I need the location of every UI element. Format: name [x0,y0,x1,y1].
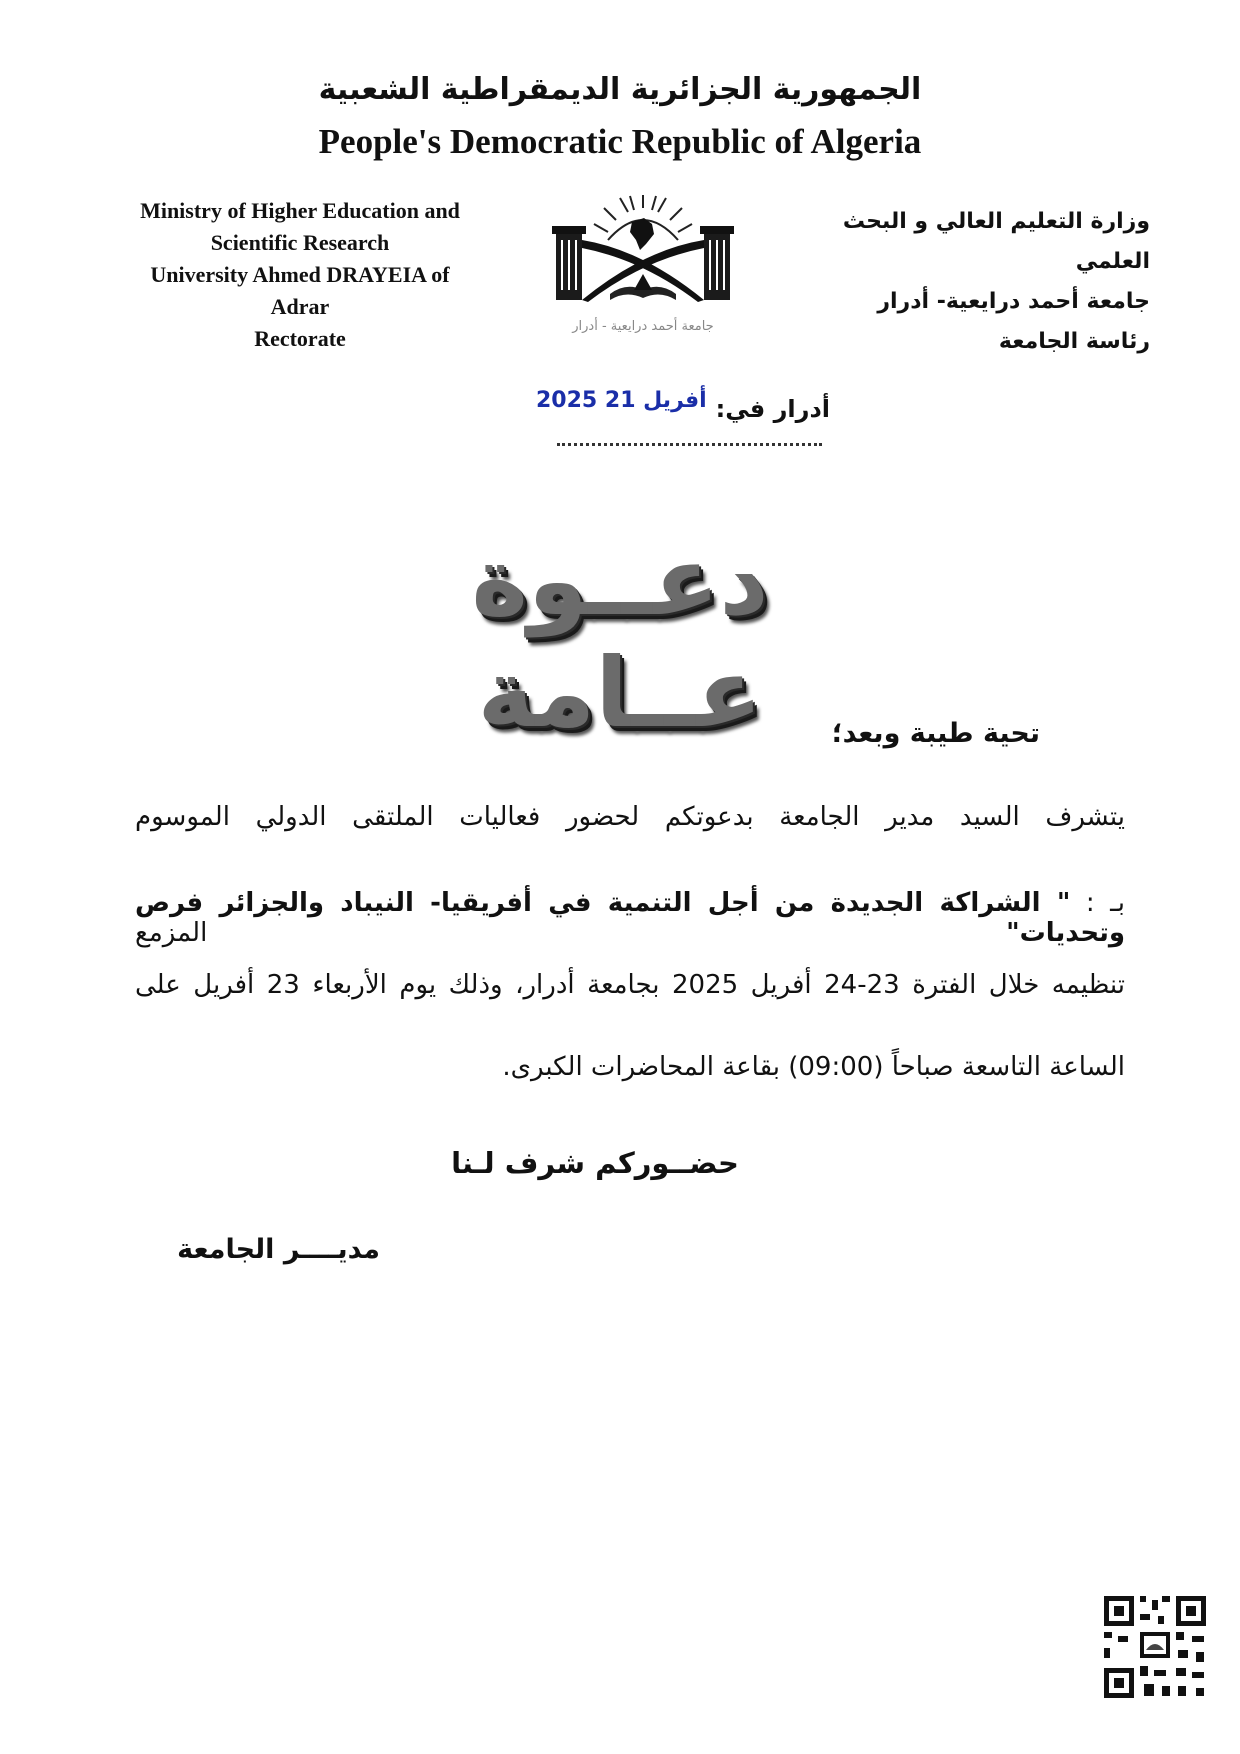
right-institution-block [820,202,1150,362]
qr-code [1100,1592,1210,1702]
header-arabic-title: الجمهورية الجزائرية الديمقراطية الشعبية [318,72,922,107]
body-line-2-prefix: بـ : [1070,888,1125,918]
date-stamp: 2025 أفريل 21 [536,388,707,413]
body-line-2 [135,888,1125,948]
right-line-university: جامعة أحمد درايعية- أدرار [877,289,1150,314]
closing-line: حضــوركم شرف لـنا [451,1146,739,1180]
right-line-ministry: وزارة التعليم العالي و البحث العلمي [842,209,1150,274]
body-line-3: تنظيمه خلال الفترة 23-24 أفريل 2025 بجامعة أدرار، وذلك يوم الأربعاء 23 أفريل على [135,970,1126,1000]
left-line-university: University Ahmed DRAYEIA of [150,262,450,287]
date-dotted-line [557,431,822,446]
left-line-research: Scientific Research [210,230,390,255]
body-line-1: يتشرف السيد مدير الجامعة بدعوتكم لحضور فعاليات الملتقى الدولي الموسوم [135,802,1125,832]
left-line-city: Adrar [270,294,330,319]
university-logo [548,190,738,340]
logo-caption: جامعة أحمد درايعية - أدرار [572,319,714,334]
event-title: " الشراكة الجديدة من أجل التنمية في أفريقيا- النيباد والجزائر فرص وتحديات" [135,888,1125,948]
left-institution-block [110,195,490,355]
right-line-rectorate: رئاسة الجامعة [998,329,1150,354]
signature: مديــــر الجامعة [177,1234,380,1265]
body-line-2-suffix: المزمع [135,918,1007,948]
page-title: دعــوة عــامة [471,525,769,749]
university-emblem-icon [548,190,738,340]
date-line [470,395,830,435]
body-line-4: الساعة التاسعة صباحاً (09:00) بقاعة المحاضرات الكبرى. [502,1052,1125,1082]
greeting: تحية طيبة وبعد؛ [831,718,1040,749]
date-label: أدرار في: [715,395,830,423]
qr-code-icon [1100,1592,1210,1702]
header-english-title: People's Democratic Republic of Algeria [318,122,922,161]
left-line-rectorate: Rectorate [254,326,346,351]
left-line-ministry: Ministry of Higher Education and [140,198,460,223]
